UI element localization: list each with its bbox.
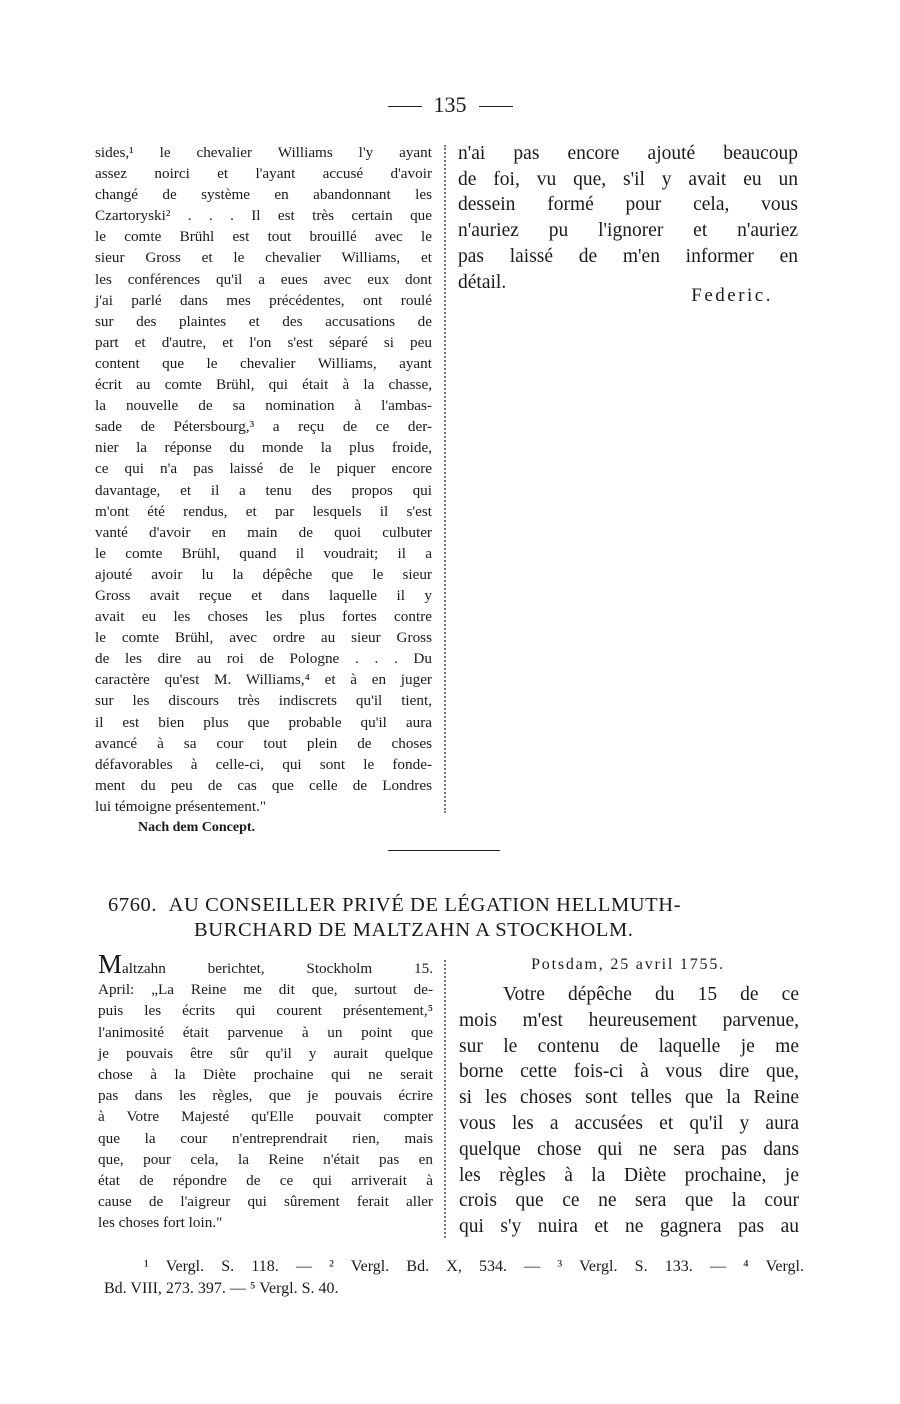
text-line: sur les discours très indiscrets qu'il tient, bbox=[95, 692, 432, 710]
text-line: qui s'y nuira et ne gagnera pas au bbox=[459, 1216, 799, 1238]
text-line: puis les écrits qui courent présentement,⁵ bbox=[98, 1002, 433, 1020]
text-line: à Votre Majesté qu'Elle pouvait compter bbox=[98, 1108, 433, 1126]
text-line: davantage, et il a tenu des propos qui bbox=[95, 481, 432, 499]
text-line: pas laissé de m'en informer en bbox=[458, 245, 798, 267]
heading-line-2: BURCHARD DE MALTZAHN A STOCKHOLM. bbox=[194, 919, 634, 941]
text-line: assez noirci et l'ayant accusé d'avoir bbox=[95, 165, 432, 183]
text-line: ment du peu de cas que celle de Londres bbox=[95, 776, 432, 794]
text-line: de les dire au roi de Pologne . . . Du bbox=[95, 650, 432, 668]
text-line: part et d'autre, et l'on s'est séparé si peu bbox=[95, 333, 432, 351]
text-line: crois que ce ne sera que la cour bbox=[459, 1190, 799, 1212]
text-line: les choses fort loin." bbox=[98, 1214, 223, 1232]
text-line: avait eu les choses les plus fortes contre bbox=[95, 608, 432, 626]
document-number: 6760. bbox=[108, 894, 158, 916]
header-dash-left bbox=[388, 106, 422, 107]
section-separator bbox=[388, 850, 500, 851]
text-line: Czartoryski² . . . Il est très certain que bbox=[95, 207, 432, 225]
text-line bbox=[98, 949, 433, 979]
text-line: m'ont été rendus, et par lesquels il s'est bbox=[95, 502, 432, 520]
text-line: April: „La Reine me dit que, surtout de- bbox=[98, 981, 433, 999]
text-line: pas dans les règles, que je pouvais écrire bbox=[98, 1087, 433, 1105]
text-line: sides,¹ le chevalier Williams l'y ayant bbox=[95, 144, 432, 161]
text-line: changé de système en abandonnant les bbox=[95, 186, 432, 204]
text-line: ¹ Vergl. S. 118. — ² Vergl. Bd. X, 534. — ³ Vergl. S. 133. — ⁴ Vergl. bbox=[144, 1258, 804, 1275]
text-line: chose à la Diète prochaine qui ne serait bbox=[98, 1066, 433, 1084]
text-line: n'auriez pu l'ignorer et n'auriez bbox=[458, 220, 798, 242]
upper-right-column bbox=[458, 141, 798, 295]
text-line: le comte Brühl, quand il voudrait; il a bbox=[95, 544, 432, 562]
header-dash-right bbox=[479, 106, 513, 107]
text-line: vanté d'avoir en main de quoi culbuter bbox=[95, 523, 432, 541]
text-line: sade de Pétersbourg,³ a reçu de ce der- bbox=[95, 418, 432, 436]
text-line: nier la réponse du monde la plus froide, bbox=[95, 439, 432, 457]
upper-left-column bbox=[95, 142, 432, 817]
text-line: sieur Gross et le chevalier Williams, et bbox=[95, 249, 432, 267]
text-line: sur des plaintes et des accusations de bbox=[95, 312, 432, 330]
column-rule-upper bbox=[444, 145, 446, 813]
text-line: sur le contenu de laquelle je me bbox=[459, 1035, 799, 1057]
text-line: détail. bbox=[458, 271, 507, 293]
heading-text-1: AU CONSEILLER PRIVÉ DE LÉGATION HELLMUTH- bbox=[168, 894, 682, 916]
text-line: les règles à la Diète prochaine, je bbox=[459, 1164, 799, 1186]
footnotes bbox=[104, 1256, 804, 1300]
text-line: Votre dépêche du 15 de ce bbox=[503, 984, 799, 1005]
page-header bbox=[0, 92, 900, 118]
text-line: quelque chose qui ne sera pas dans bbox=[459, 1138, 799, 1160]
text-line: l'animosité était parvenue à un point que bbox=[98, 1023, 433, 1041]
text-line: écrit au comte Brühl, qui était à la chasse, bbox=[95, 376, 432, 394]
text-line: défavorables à celle-ci, qui sont le fonde- bbox=[95, 755, 432, 773]
heading-line-1 bbox=[108, 893, 808, 918]
text-line: n'ai pas encore ajouté beaucoup bbox=[458, 143, 798, 164]
text-line: de foi, vu que, s'il y avait eu un bbox=[458, 168, 798, 190]
text-line: état de répondre de ce qui arriverait à bbox=[98, 1172, 433, 1190]
drop-cap: M bbox=[98, 949, 123, 979]
text-line: je pouvais être sûr qu'il y aurait quelque bbox=[98, 1044, 433, 1062]
text-line-rest: altzahn berichtet, Stockholm 15. bbox=[122, 960, 433, 977]
text-line: caractère qu'est M. Williams,⁴ et à en juger bbox=[95, 671, 432, 689]
text-line: Gross avait reçue et dans laquelle il y bbox=[95, 586, 432, 604]
text-line: j'ai parlé dans mes précédentes, ont roulé bbox=[95, 291, 432, 309]
text-line: la nouvelle de sa nomination à l'ambas- bbox=[95, 397, 432, 415]
source-note: Nach dem Concept. bbox=[138, 820, 256, 835]
text-line: que, pour cela, la Reine n'était pas en bbox=[98, 1150, 433, 1168]
signature: Federic. bbox=[691, 285, 773, 306]
text-line: cause de l'aigreur qui sûrement ferait aller bbox=[98, 1193, 433, 1211]
text-line: borne cette fois-ci à vous dire que, bbox=[459, 1061, 799, 1083]
text-line: content que le chevalier Williams, ayant bbox=[95, 354, 432, 372]
text-line: si les choses sont telles que la Reine bbox=[459, 1087, 799, 1109]
text-line: avancé à sa cour tout plein de choses bbox=[95, 734, 432, 752]
text-line: il est bien plus que probable qu'il aura bbox=[95, 713, 432, 731]
text-line: Bd. VIII, 273. 397. — ⁵ Vergl. S. 40. bbox=[104, 1280, 339, 1297]
text-line: vous les a accusées et qu'il y aura bbox=[459, 1112, 799, 1134]
text-line: dessein formé pour cela, vous bbox=[458, 194, 798, 216]
text-line: ce qui n'a pas laissé de le piquer encore bbox=[95, 460, 432, 478]
text-line: que la cour n'entreprendrait rien, mais bbox=[98, 1129, 433, 1147]
text-line: le comte Brühl est tout brouillé avec le bbox=[95, 228, 432, 246]
document-heading bbox=[108, 893, 808, 943]
dateline: Potsdam, 25 avril 1755. bbox=[531, 956, 725, 973]
lower-left-column bbox=[98, 949, 433, 1234]
lower-right-column bbox=[459, 982, 799, 1240]
text-line: le comte Brühl, avec ordre au sieur Gross bbox=[95, 629, 432, 647]
text-line: les conférences qu'il a eues avec eux dont bbox=[95, 270, 432, 288]
text-line: lui témoigne présentement." bbox=[95, 797, 267, 815]
column-rule-lower bbox=[444, 960, 446, 1238]
page-number: 135 bbox=[433, 92, 467, 117]
text-line: mois m'est heureusement parvenue, bbox=[459, 1009, 799, 1031]
text-line: ajouté avoir lu la dépêche que le sieur bbox=[95, 565, 432, 583]
